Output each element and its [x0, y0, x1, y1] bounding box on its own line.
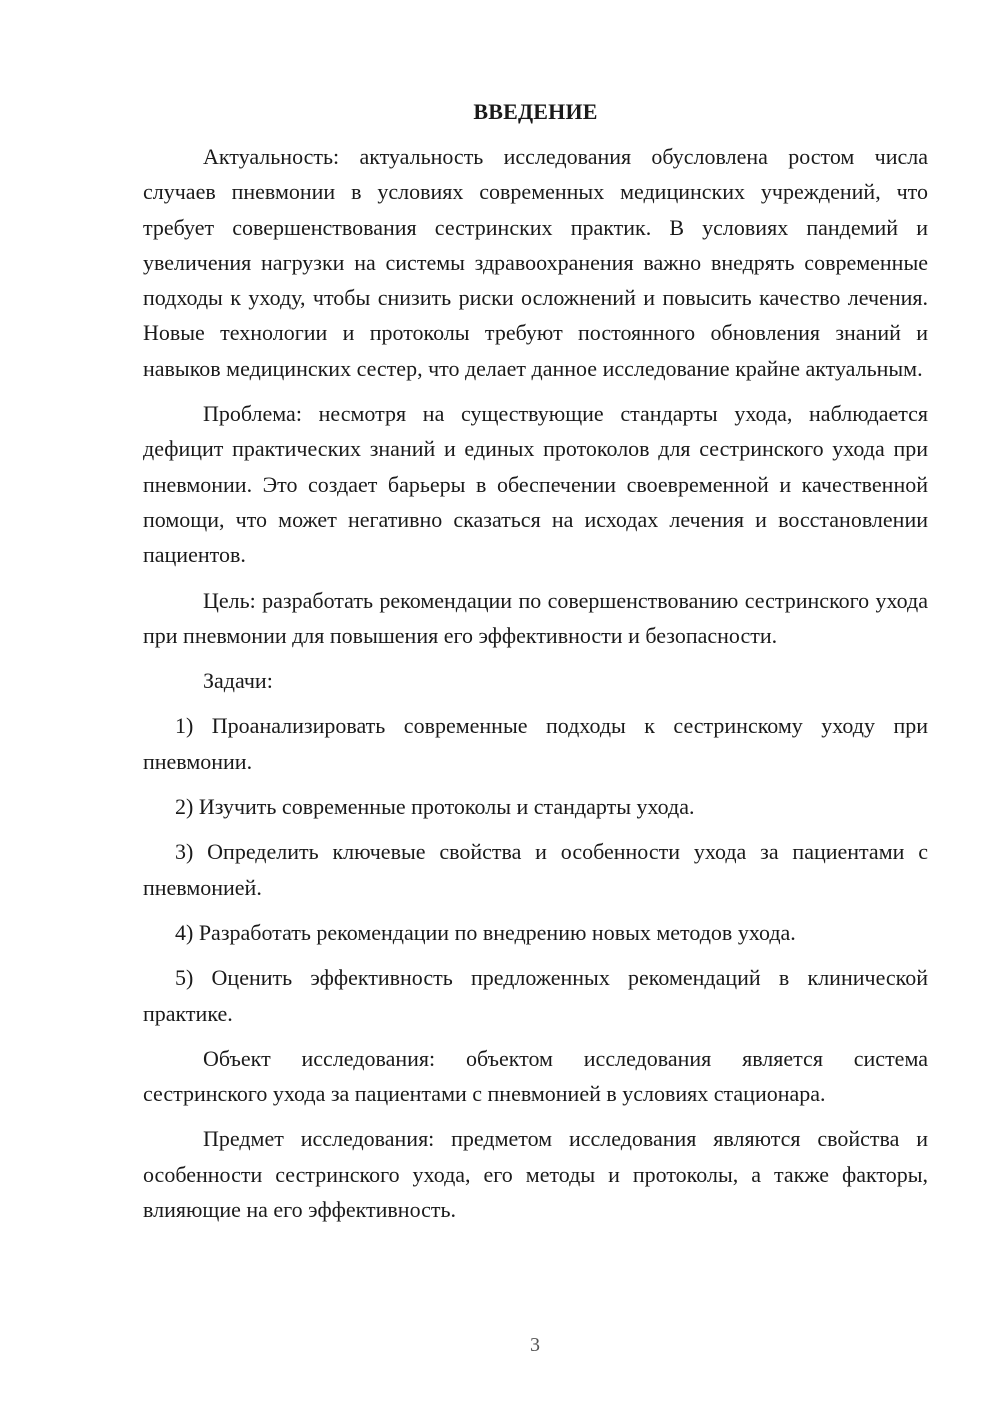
page-number: 3 [530, 1334, 540, 1356]
task-item-1: 1) Проанализировать современные подходы к сестринскому уходу при пневмонии. [143, 713, 928, 774]
section-title: ВВЕДЕНИЕ [473, 99, 598, 124]
task-item-4: 4) Разработать рекомендации по внедрению новых методов ухода. [175, 919, 796, 945]
task-item-2: 2) Изучить современные протоколы и стандарты ухода. [175, 794, 695, 820]
problem-paragraph: Проблема: несмотря на существующие стандарты ухода, наблюдается дефицит практических знаний и единых протоколов для сестринского ухода при пневмонии. Это создает барьеры в обеспечении своевременной и качественной помощи, что может негативно сказаться на исходах лечения и восстановлении пациентов. [143, 401, 928, 568]
task-item-3: 3) Определить ключевые свойства и особенности ухода за пациентами с пневмонией. [143, 839, 928, 900]
object-paragraph: Объект исследования: объектом исследования является система сестринского ухода за пациентами с пневмонией в условиях стационара. [143, 1045, 928, 1107]
goal-paragraph: Цель: разработать рекомендации по совершенствованию сестринского ухода при пневмонии для повышения его эффективности и безопасности. [143, 587, 928, 648]
subject-paragraph: Предмет исследования: предметом исследования являются свойства и особенности сестринского ухода, его методы и протоколы, а также факторы, влияющие на его эффективность. [143, 1126, 928, 1223]
page-content [143, 94, 928, 1237]
task-item-5: 5) Оценить эффективность предложенных рекомендаций в клинической практике. [143, 965, 928, 1026]
relevance-paragraph: Актуальность: актуальность исследования обусловлена ростом числа случаев пневмонии в условиях современных медицинских учреждений, что требует совершенствования сестринских практик. В условиях пандемий и увеличения нагрузки на системы здравоохранения важно внедрять современные подходы к уходу, чтобы снизить риски осложнений и повысить качество лечения. Новые технологии и протоколы требуют постоянного обновления знаний и навыков медицинских сестер, что делает данное исследование крайне актуальным. [143, 144, 928, 381]
tasks-heading: Задачи: [203, 668, 273, 694]
